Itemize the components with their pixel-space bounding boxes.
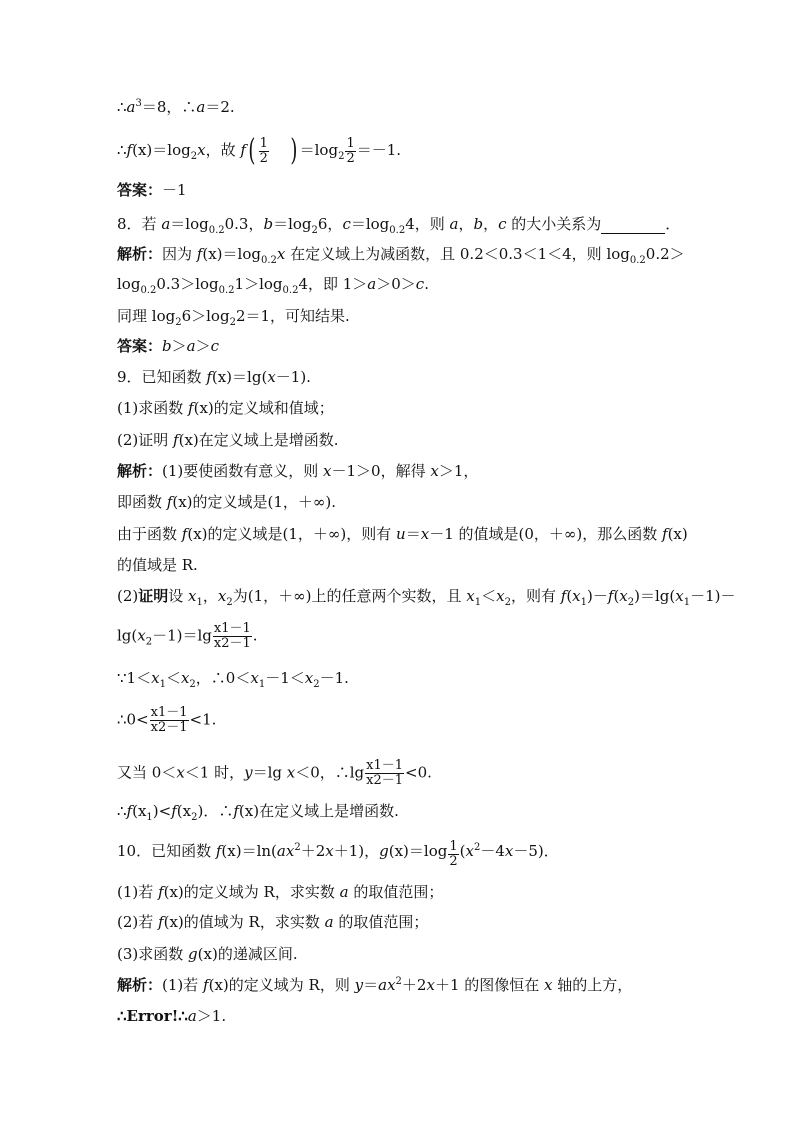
sub: 1: [580, 597, 588, 608]
var: x: [426, 976, 435, 994]
text: ＜0，∴lg: [295, 763, 365, 782]
fraction: [259, 137, 269, 166]
var: b: [473, 215, 484, 233]
text: ∴: [117, 802, 127, 820]
line-26: [117, 975, 632, 995]
var: a: [276, 842, 286, 860]
text: <0.: [405, 763, 432, 782]
var: x: [137, 626, 146, 645]
text: 1＞log: [234, 275, 283, 293]
denominator: x2－1: [213, 636, 251, 651]
sub: 2: [313, 679, 320, 690]
line-9: [117, 367, 311, 387]
line-13: [117, 492, 336, 512]
text: 设: [168, 587, 189, 605]
text: (2): [117, 587, 139, 605]
text: ＝log: [408, 842, 448, 860]
analysis-label: 解析：: [117, 462, 163, 480]
line-15: [117, 555, 198, 575]
sub: 0.2: [140, 285, 157, 296]
text: 4，则: [405, 215, 450, 233]
text: 4，即 1＞: [298, 275, 368, 293]
var: f: [188, 399, 194, 417]
text: 在定义域上为减函数，且 0.2＜0.3＜1＜4，则 log: [285, 245, 630, 263]
line-7: [117, 306, 350, 326]
text: －1: [162, 181, 187, 199]
text: (2)若: [117, 913, 159, 931]
fraction: [213, 622, 252, 651]
text: 0.3＞log: [156, 275, 219, 293]
text: 8．若: [117, 215, 162, 233]
text: )<: [152, 802, 172, 820]
text: 10．已知函数: [117, 842, 216, 860]
text: ，故: [205, 141, 241, 159]
text: (: [566, 587, 573, 605]
text: ∴0<: [117, 710, 149, 729]
exp: 3: [135, 98, 142, 109]
text: －1)－: [690, 587, 736, 605]
var: f: [158, 913, 164, 931]
sub: 2: [190, 151, 198, 162]
left-paren: (: [248, 133, 256, 168]
text: －1＞0，解得: [331, 462, 431, 480]
var: x: [619, 587, 628, 605]
var: x: [387, 976, 396, 994]
error-text: ∴Error!∴: [117, 1007, 188, 1025]
var: a: [324, 913, 334, 931]
line-1: [117, 97, 235, 117]
line-17: [117, 622, 258, 651]
var: x: [572, 587, 581, 605]
var: x: [267, 368, 276, 386]
text: (x): [132, 141, 153, 159]
line-11: [117, 430, 339, 450]
exp: 2: [473, 842, 481, 853]
sub: 1: [474, 597, 482, 608]
text: (x): [197, 945, 218, 963]
var: c: [342, 215, 351, 233]
text: 因为: [162, 245, 197, 263]
text: －1)＝lg: [152, 626, 212, 645]
var: x: [325, 842, 334, 860]
var: f: [607, 587, 614, 605]
var: x: [544, 976, 553, 994]
text: )－: [587, 587, 608, 605]
text: (1)若: [162, 976, 204, 994]
line-20: [117, 759, 432, 788]
sub: 2: [229, 317, 236, 328]
text: ＝8，∴: [141, 98, 197, 116]
analysis-label: 解析：: [117, 245, 163, 263]
var: x: [151, 669, 160, 687]
text: 为(1，＋∞)上的任意两个实数，且: [232, 587, 467, 605]
text: ，: [458, 215, 474, 233]
text: ＞: [195, 337, 211, 355]
line-3: [117, 180, 187, 200]
var: f: [662, 525, 668, 543]
text: (x): [163, 883, 184, 901]
text: 在定义域上是增函数.: [259, 802, 399, 820]
text: (1)求函数: [117, 399, 189, 417]
text: 的取值范围；: [333, 913, 429, 931]
line-22: [117, 840, 559, 869]
var: a: [449, 215, 459, 233]
analysis-label: 解析：: [117, 976, 163, 994]
var: a: [196, 98, 206, 116]
text: (1)要使函数有意义，则: [162, 462, 324, 480]
text: (3)求函数: [117, 945, 189, 963]
sub: 0.2: [389, 225, 406, 236]
text: ＝－1.: [356, 141, 402, 159]
text: 由于函数: [117, 525, 182, 543]
text: 的值域是 R.: [117, 556, 198, 574]
text: (: [459, 842, 466, 860]
text: 同理 log: [117, 307, 176, 325]
proof-label: 证明: [138, 587, 169, 605]
denominator: 2: [449, 854, 458, 869]
text: 轴的上方，: [552, 976, 633, 994]
var: f: [215, 842, 222, 860]
var: x: [197, 141, 206, 159]
var: u: [396, 525, 406, 543]
text: log: [117, 275, 141, 293]
sub: 1: [196, 597, 203, 608]
line-2: [117, 133, 402, 168]
numerator: x1－1: [150, 705, 188, 720]
text: ＋1 的图像恒在: [434, 976, 545, 994]
text: (: [613, 587, 620, 605]
sub: 1: [258, 679, 266, 690]
numerator: x1－1: [366, 758, 404, 773]
line-5: [117, 244, 685, 264]
line-23: [117, 882, 443, 902]
sub: 1: [146, 812, 153, 823]
sub: 0.2: [282, 285, 299, 296]
var: x: [675, 587, 684, 605]
text: ∴: [117, 98, 127, 116]
var: x: [286, 763, 296, 782]
text: 的定义域是(1，＋∞)，则有: [207, 525, 397, 543]
text: (x): [208, 976, 229, 994]
text: ，则有: [510, 587, 561, 605]
text: ＋2: [401, 976, 427, 994]
var: b: [263, 215, 274, 233]
var: f: [171, 802, 177, 820]
var: y: [354, 976, 364, 994]
text: ．: [665, 215, 681, 233]
var: x: [430, 462, 439, 480]
var: a: [126, 98, 136, 116]
numerator: 1: [346, 135, 355, 151]
denominator: x2－1: [150, 720, 188, 735]
text: ＝log: [350, 215, 390, 233]
answer-label: 答案：: [117, 337, 163, 355]
text: (x: [132, 802, 147, 820]
fraction: [365, 759, 404, 788]
answer-label: 答案：: [117, 181, 163, 199]
text: 即函数: [117, 493, 167, 511]
text: ∵1＜: [117, 669, 152, 687]
var: g: [379, 842, 389, 860]
numerator: 1: [449, 839, 458, 854]
var: f: [206, 368, 212, 386]
denominator: 2: [346, 150, 355, 166]
answer-blank: [601, 219, 665, 234]
var: a: [187, 1007, 197, 1025]
var: x: [276, 245, 286, 263]
text: ＝lg: [252, 763, 287, 782]
var: x: [250, 669, 259, 687]
var: y: [244, 763, 253, 782]
text: (2)证明: [117, 431, 174, 449]
line-16: [117, 586, 736, 606]
text: 的递减区间.: [217, 945, 298, 963]
var: g: [188, 945, 198, 963]
text: ＝: [405, 525, 421, 543]
line-12: [117, 461, 478, 481]
line-24: [117, 912, 428, 932]
var: a: [378, 976, 388, 994]
var: b: [162, 337, 172, 355]
line-4: [117, 214, 680, 234]
text: ，: [483, 215, 499, 233]
var: a: [367, 275, 377, 293]
sub: 2: [627, 597, 635, 608]
fraction: [345, 137, 355, 166]
text: <1.: [189, 710, 217, 729]
var: x: [180, 669, 190, 687]
text: .: [424, 275, 429, 293]
var: x: [465, 842, 474, 860]
text: 的定义域为 R，求实数: [183, 883, 340, 901]
text: －1.: [319, 669, 349, 687]
text: (x): [163, 913, 184, 931]
sub: 0.2: [218, 285, 235, 296]
text: ＜: [165, 669, 181, 687]
var: x: [304, 669, 314, 687]
text: ＞1.: [196, 1007, 227, 1025]
text: ＞1，: [438, 462, 479, 480]
text: ＞: [171, 337, 187, 355]
text: 6＞log: [181, 307, 230, 325]
text: ＋1)，: [333, 842, 380, 860]
var: x: [420, 525, 430, 543]
text: 的大小关系为: [506, 215, 602, 233]
text: －1).: [275, 368, 311, 386]
text: (x): [178, 431, 199, 449]
text: ＋2: [300, 842, 326, 860]
line-18: [117, 668, 349, 688]
text: 的定义域和值域；: [213, 399, 334, 417]
var: x: [466, 587, 475, 605]
var: f: [560, 587, 567, 605]
text: (1)若: [117, 883, 159, 901]
var: x: [176, 763, 185, 782]
sub: 2: [145, 636, 153, 648]
text: －5)．: [513, 842, 559, 860]
text: (x): [388, 842, 409, 860]
sub: 2: [338, 151, 345, 162]
text: (x): [221, 842, 242, 860]
right-paren: ): [290, 133, 298, 168]
text: ，∴0＜: [195, 669, 251, 687]
var: x: [217, 587, 227, 605]
line-14: [117, 524, 688, 544]
text: lg(: [117, 626, 138, 645]
numerator: 1: [259, 135, 268, 151]
text: 的取值范围；: [348, 883, 444, 901]
text: ＝log: [152, 141, 191, 159]
denominator: x2－1: [366, 773, 404, 788]
fraction-subscript: [448, 840, 458, 869]
var: x: [496, 587, 505, 605]
numerator: x1－1: [213, 621, 251, 636]
sub: 2: [226, 597, 233, 608]
text: )＝lg(: [634, 587, 676, 605]
text: 又当 0＜: [117, 763, 177, 782]
var: c: [498, 215, 507, 233]
text: 0.2＞: [645, 245, 685, 263]
text: 6，: [317, 215, 343, 233]
text: ＝log: [273, 215, 312, 233]
line-25: [117, 944, 298, 964]
var: x: [285, 842, 295, 860]
text: (x): [187, 525, 208, 543]
text: 的值域为 R，求实数: [183, 913, 325, 931]
text: ，: [202, 587, 218, 605]
var: f: [196, 245, 203, 263]
fraction: [150, 706, 189, 735]
var: f: [166, 493, 173, 511]
text: －1 的值域是(0，＋∞)，那么函数: [429, 525, 663, 543]
text: ＝log: [222, 245, 261, 263]
text: (x): [238, 802, 260, 820]
text: 0.3，: [224, 215, 264, 233]
var: f: [203, 976, 209, 994]
text: －1＜: [265, 669, 305, 687]
var: f: [158, 883, 164, 901]
text: ＞0＞: [376, 275, 416, 293]
var: c: [210, 337, 220, 355]
var: a: [186, 337, 196, 355]
text: ＝lg(: [232, 368, 268, 386]
sub: 1: [159, 679, 166, 690]
sub: 0.2: [260, 255, 277, 266]
text: ＝: [363, 976, 379, 994]
text: 2＝1，可知结果.: [235, 307, 350, 325]
text: ＝log: [170, 215, 209, 233]
text: ∴: [117, 141, 127, 159]
sub: 2: [311, 225, 318, 236]
sub: 2: [504, 597, 511, 608]
var: x: [504, 842, 514, 860]
sub: 1: [683, 597, 691, 608]
var: x: [323, 462, 332, 480]
line-10: [117, 398, 334, 418]
var: f: [126, 802, 133, 820]
var: a: [339, 883, 349, 901]
line-8: [117, 336, 219, 356]
text: 9．已知函数: [117, 368, 207, 386]
line-6: [117, 274, 429, 294]
text: (x): [211, 368, 233, 386]
text: 的定义域为 R，则: [228, 976, 355, 994]
var: f: [240, 141, 246, 159]
line-21: [117, 801, 399, 821]
var: f: [173, 431, 179, 449]
var: f: [126, 141, 133, 159]
text: (x): [172, 493, 193, 511]
text: －4: [480, 842, 505, 860]
var: f: [233, 802, 239, 820]
text: 在定义域上是增函数.: [198, 431, 339, 449]
line-27: [117, 1006, 226, 1026]
text: (x): [193, 399, 214, 417]
exp: 2: [294, 842, 301, 853]
var: a: [161, 215, 171, 233]
text: (x): [667, 525, 688, 543]
text: ＝log: [299, 141, 339, 159]
sub: 2: [175, 317, 182, 328]
text: )．∴: [197, 802, 234, 820]
var: c: [415, 275, 425, 293]
var: f: [181, 525, 188, 543]
line-19: [117, 706, 216, 735]
text: 的定义域是(1，＋∞).: [192, 493, 337, 511]
exp: 2: [395, 976, 402, 987]
text: (x: [176, 802, 192, 820]
sub: 0.2: [208, 225, 225, 236]
var: x: [188, 587, 197, 605]
denominator: 2: [259, 150, 268, 166]
sub: 2: [191, 812, 198, 823]
text: (x): [202, 245, 223, 263]
text: ＝2.: [205, 98, 235, 116]
sub: 0.2: [629, 255, 646, 266]
text: .: [252, 626, 258, 645]
text: ＝ln(: [241, 842, 277, 860]
sub: 2: [189, 679, 196, 690]
text: ＜1 时，: [184, 763, 245, 782]
text: ＜: [481, 587, 497, 605]
